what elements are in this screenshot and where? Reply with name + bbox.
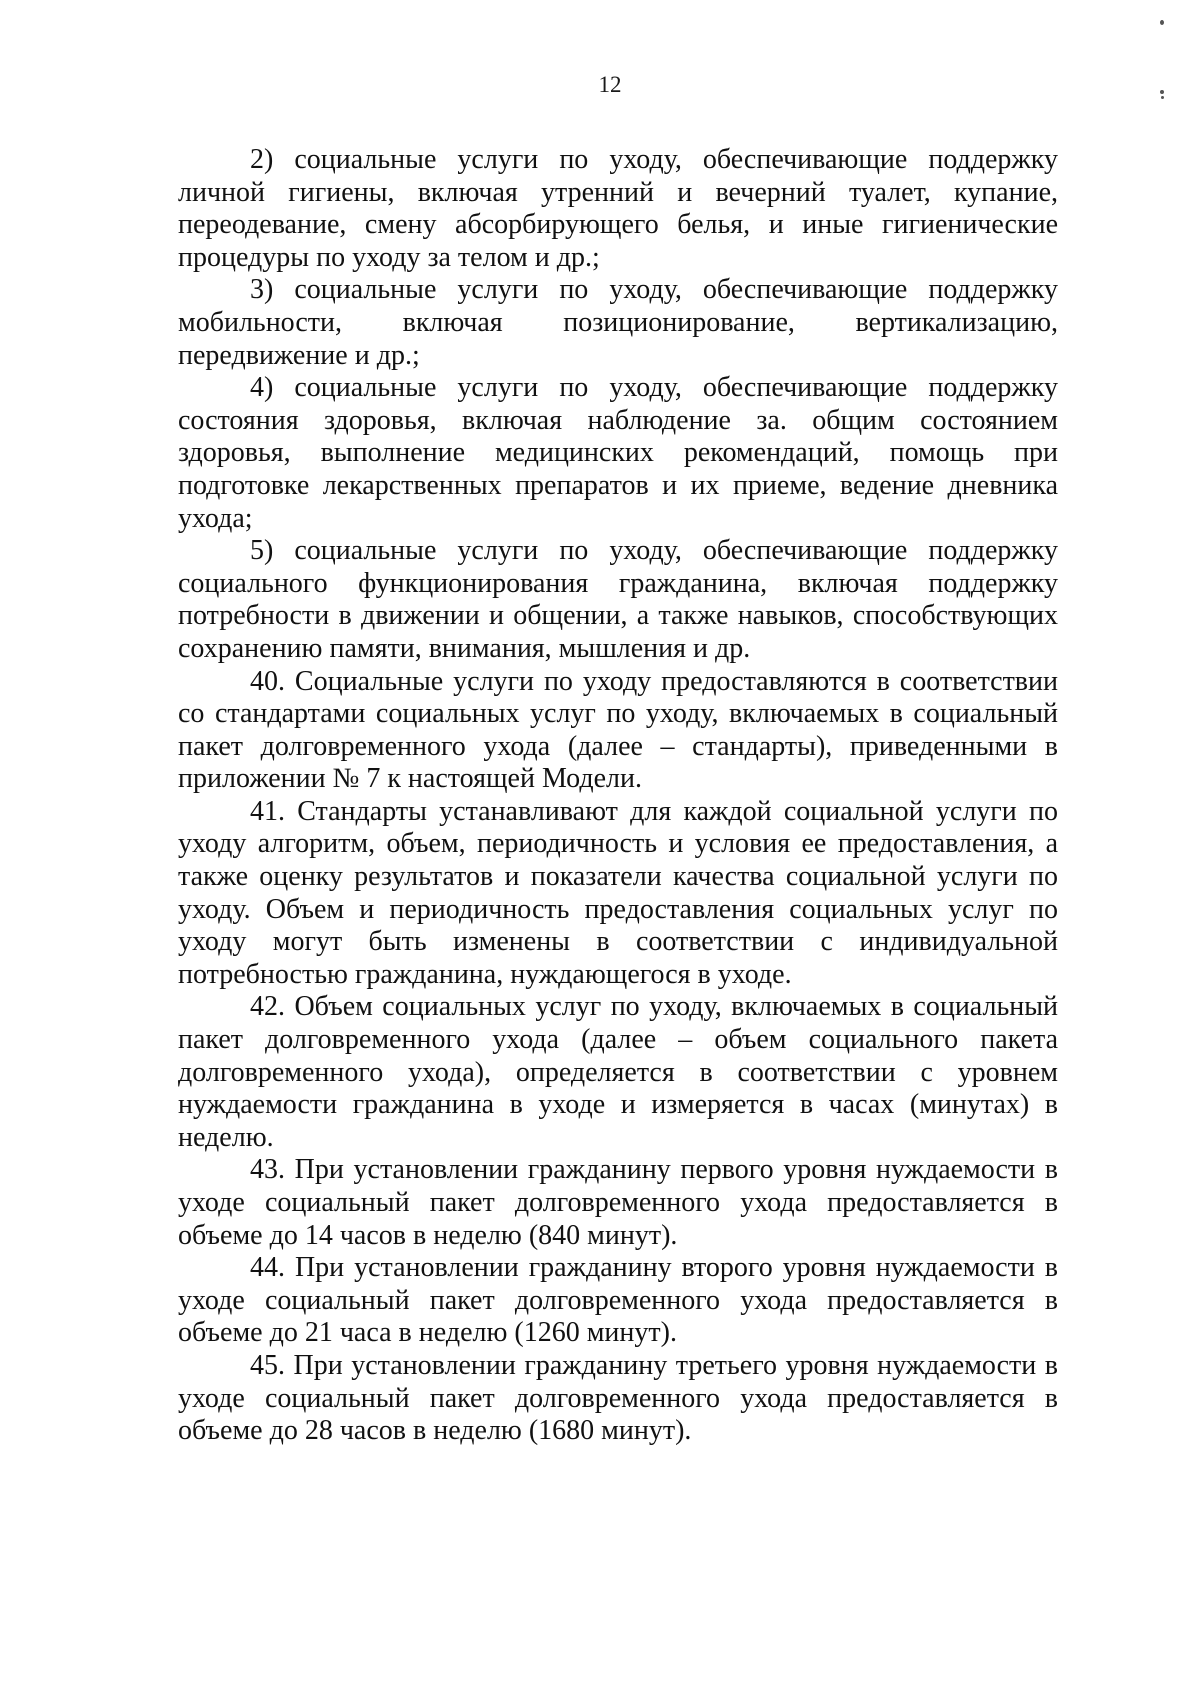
paragraph-45: 45. При установлении гражданину третьего уровня нуждаемости в уходе социальный пакет долговременного ухода предоставляется в объеме до 28 часов в неделю (1680 минут). — [178, 1349, 1058, 1447]
paragraph-42: 42. Объем социальных услуг по уходу, включаемых в социальный пакет долговременного ухода (далее – объем социального пакета долговременного ухода), определяется в соответствии с уровнем нуждаемости гражданина в уходе и измеряется в часах (минутах) в неделю. — [178, 991, 1058, 1153]
scan-speck — [1161, 96, 1164, 99]
paragraph-41: 41. Стандарты устанавливают для каждой социальной услуги по уходу алгоритм, объем, периодичность и условия ее предоставления, а также оценку результатов и показатели качества социальной услуги по уходу. Объем и периодичность предоставления социальных услуг по уходу могут быть изменены в соответствии с индивидуальной потребностью гражданина, нуждающегося в уходе. — [178, 795, 1058, 990]
scan-speck — [1160, 20, 1164, 25]
paragraph-43: 43. При установлении гражданину первого уровня нуждаемости в уходе социальный пакет долговременного ухода предоставляется в объеме до 14 часов в неделю (840 минут). — [178, 1154, 1058, 1251]
page-number: 12 — [598, 72, 622, 97]
paragraph-44: 44. При установлении гражданину второго уровня нуждаемости в уходе социальный пакет долговременного ухода предоставляется в объеме до 21 часа в неделю (1260 минут). — [178, 1252, 1058, 1349]
paragraph-item-3: 3) социальные услуги по уходу, обеспечивающие поддержку мобильности, включая позиционирование, вертикализацию, передвижение и др.; — [178, 274, 1058, 371]
paragraph-item-5: 5) социальные услуги по уходу, обеспечивающие поддержку социального функционирования гражданина, включая поддержку потребности в движении и общении, а также навыков, способствующих сохранению памяти, внимания, мышления и др. — [178, 535, 1058, 664]
scan-speck — [1160, 90, 1164, 94]
paragraph-item-2: 2) социальные услуги по уходу, обеспечивающие поддержку личной гигиены, включая утренний и вечерний туалет, купание, переодевание, смену абсорбирующего белья, и иные гигиенические процедуры по уходу за телом и др.; — [178, 144, 1058, 273]
paragraph-item-4: 4) социальные услуги по уходу, обеспечивающие поддержку состояния здоровья, включая наблюдение за. общим состоянием здоровья, выполнение медицинских рекомендаций, помощь при подготовке лекарственных препаратов и их приеме, ведение дневника ухода; — [178, 372, 1058, 534]
document-body — [178, 144, 1058, 1448]
paragraph-40: 40. Социальные услуги по уходу предоставляются в соответствии со стандартами социальных услуг по уходу, включаемых в социальный пакет долговременного ухода (далее – стандарты), приведенными в приложении № 7 к настоящей Модели. — [178, 665, 1058, 795]
